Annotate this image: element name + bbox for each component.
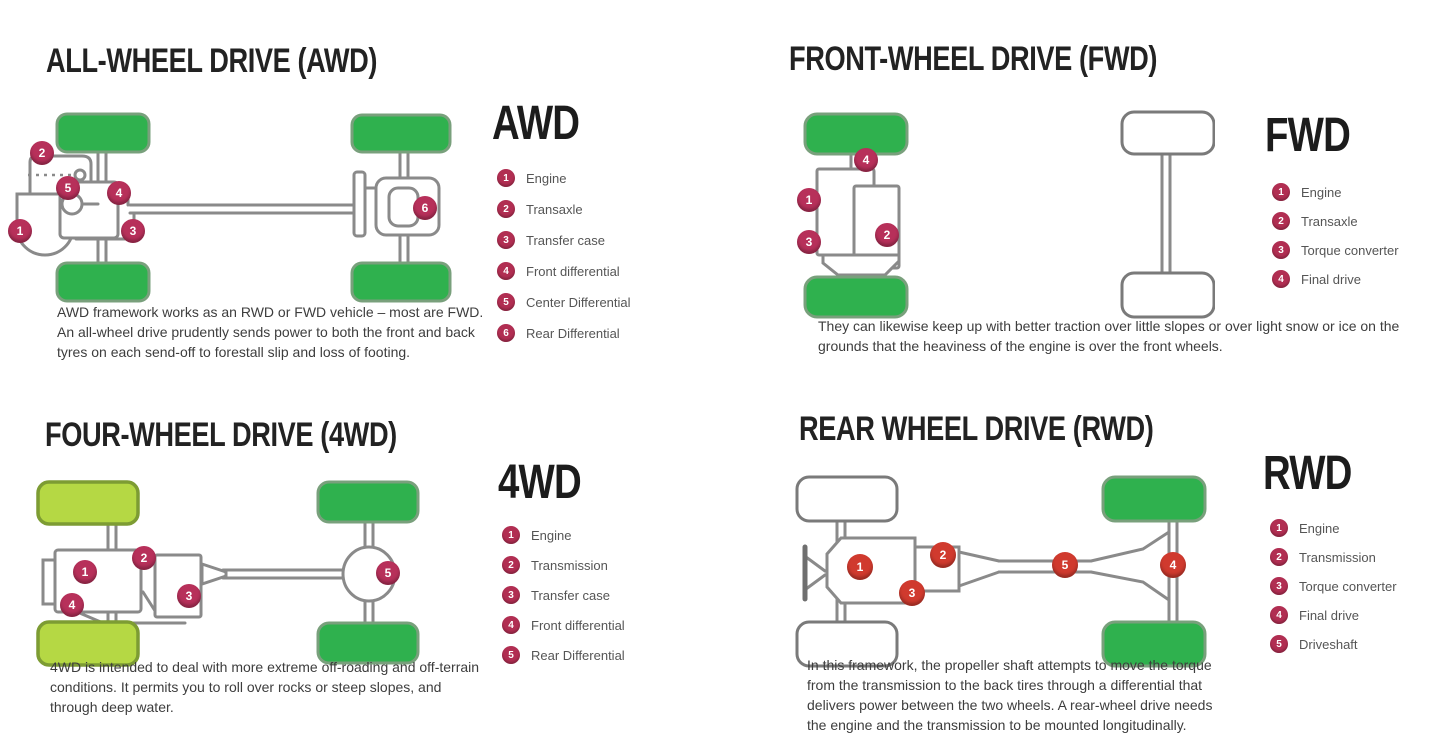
4wd-legend-text-3: Transfer case [531,587,610,603]
rwd-legend-badge-2: 2 [1270,548,1288,566]
fwd-diagram [795,107,1215,323]
fwd-legend-badge-3: 3 [1272,241,1290,259]
rwd-marker-engine: 1 [847,554,873,580]
4wd-legend-badge-5: 5 [502,646,520,664]
4wd-marker-front-differential: 4 [60,593,84,617]
fwd-description: They can likewise keep up with better traction over little slopes or over light snow or ice on the grounds that the heaviness of the engine is over the front wheels. [818,318,1400,355]
rwd-legend-text-4: Final drive [1299,607,1359,623]
awd-legend-item-transaxle [497,200,631,218]
4wd-legend-text-4: Front differential [531,617,625,633]
rwd-legend-item-driveshaft [1270,635,1397,653]
awd-title: ALL-WHEEL DRIVE (AWD) [46,42,378,80]
rwd-description: In this framework, the propeller shaft attempts to move the torque from the transmission to the back tires through a differential that delivers power between the two wheels. A rear-wheel drive needs the engine and the transmission to be mounted longitudinally. [807,657,1213,734]
4wd-marker-transfer-case: 3 [177,584,201,608]
4wd-legend-badge-4: 4 [502,616,520,634]
fwd-legend-text-1: Engine [1301,184,1342,200]
4wd-legend-item-rear-differential [502,646,625,664]
4wd-legend-badge-2: 2 [502,556,520,574]
fwd-legend-text-2: Transaxle [1301,213,1358,229]
awd-legend [497,169,631,355]
awd-legend-item-engine [497,169,631,187]
fwd-legend-item-final-drive [1272,270,1399,288]
rwd-marker-driveshaft: 5 [1052,552,1078,578]
fwd-wheel-front-right [805,277,907,317]
awd-legend-item-rear-differential [497,324,631,342]
awd-legend-text-4: Front differential [526,263,620,279]
rwd-legend-badge-4: 4 [1270,606,1288,624]
4wd-legend-item-transmission [502,556,625,574]
fwd-legend-text-3: Torque converter [1301,242,1399,258]
awd-legend-badge-3: 3 [497,231,515,249]
awd-legend-badge-5: 5 [497,293,515,311]
fwd-legend-text-4: Final drive [1301,271,1361,287]
fwd-title: FRONT-WHEEL DRIVE (FWD) [789,40,1158,78]
4wd-title: FOUR-WHEEL DRIVE (4WD) [45,416,397,454]
4wd-legend-badge-3: 3 [502,586,520,604]
awd-legend-badge-4: 4 [497,262,515,280]
fwd-wheel-front-left [805,114,907,154]
awd-legend-label: AWD [492,97,580,150]
rwd-legend-item-engine [1270,519,1397,537]
4wd-legend-item-transfer-case [502,586,625,604]
rwd-marker-torque-converter: 3 [899,580,925,606]
awd-legend-text-6: Rear Differential [526,325,620,341]
rwd-diagram [785,453,1225,668]
awd-description: AWD framework works as an RWD or FWD vehicle – most are FWD. An all-wheel drive prudently sends power to both the front and back tyres on each send-off to forestall slip and loss of footing. [57,304,484,361]
4wd-legend-text-5: Rear Differential [531,647,625,663]
rwd-legend-text-3: Torque converter [1299,578,1397,594]
awd-legend-badge-1: 1 [497,169,515,187]
4wd-wheel-front-left [38,482,138,524]
4wd-legend-label: 4WD [498,456,581,509]
fwd-legend-badge-2: 2 [1272,212,1290,230]
rwd-marker-final-drive: 4 [1160,552,1186,578]
4wd-marker-rear-differential: 5 [376,561,400,585]
awd-marker-transfer-case: 3 [121,219,145,243]
fwd-marker-final-drive: 4 [854,148,878,172]
awd-legend-text-1: Engine [526,170,567,186]
rwd-wheel-front-left [797,477,897,521]
fwd-legend-item-engine [1272,183,1399,201]
awd-marker-center-differential: 5 [56,176,80,200]
rwd-legend-badge-1: 1 [1270,519,1288,537]
4wd-description: 4WD is intended to deal with more extreme off-roading and off-terrain conditions. It permits you to roll over rocks or steep slopes, and through deep water. [50,659,480,716]
4wd-diagram [25,462,485,667]
fwd-marker-transaxle: 2 [875,223,899,247]
fwd-marker-engine: 1 [797,188,821,212]
rwd-legend-text-1: Engine [1299,520,1340,536]
4wd-legend-item-engine [502,526,625,544]
fwd-legend-badge-1: 1 [1272,183,1290,201]
4wd-shaft-coupler [202,564,226,584]
4wd-legend-item-front-differential [502,616,625,634]
fwd-legend-item-transaxle [1272,212,1399,230]
awd-legend-text-2: Transaxle [526,201,583,217]
awd-marker-transaxle: 2 [30,141,54,165]
awd-wheel-rear-right [352,263,450,301]
awd-legend-item-center-differential [497,293,631,311]
fwd-chassis-drawing [795,107,1215,323]
4wd-wheel-rear-left [318,482,418,522]
rwd-legend-badge-5: 5 [1270,635,1288,653]
awd-diagram [0,98,490,310]
awd-joint-small [75,170,85,180]
awd-marker-rear-differential: 6 [413,196,437,220]
4wd-legend-badge-1: 1 [502,526,520,544]
fwd-lower-housing [823,255,899,275]
4wd-legend-text-1: Engine [531,527,572,543]
awd-legend-item-front-differential [497,262,631,280]
awd-wheel-front-right [57,263,149,301]
awd-wheel-rear-left [352,115,450,152]
fwd-wheel-rear-left [1122,112,1214,154]
rwd-marker-transmission: 2 [930,542,956,568]
4wd-marker-transmission: 2 [132,546,156,570]
awd-marker-engine: 1 [8,219,32,243]
rwd-legend-item-torque-converter [1270,577,1397,595]
awd-legend-text-3: Transfer case [526,232,605,248]
4wd-legend [502,526,625,676]
fwd-legend-item-torque-converter [1272,241,1399,259]
rwd-title: REAR WHEEL DRIVE (RWD) [799,410,1154,448]
fwd-legend-badge-4: 4 [1272,270,1290,288]
fwd-marker-torque-converter: 3 [797,230,821,254]
rwd-legend-text-5: Driveshaft [1299,636,1358,652]
rwd-wheel-rear-left [1103,477,1205,521]
awd-rear-bar [354,172,365,236]
awd-legend-item-transfer-case [497,231,631,249]
rwd-legend-label: RWD [1263,447,1352,500]
awd-wheel-front-left [57,114,149,152]
awd-legend-badge-6: 6 [497,324,515,342]
awd-legend-text-5: Center Differential [526,294,631,310]
4wd-legend-text-2: Transmission [531,557,608,573]
rwd-legend [1270,519,1397,664]
rwd-legend-item-final-drive [1270,606,1397,624]
fwd-legend [1272,183,1399,299]
rwd-legend-text-2: Transmission [1299,549,1376,565]
awd-marker-front-differential: 4 [107,181,131,205]
rwd-legend-item-transmission [1270,548,1397,566]
4wd-marker-engine: 1 [73,560,97,584]
rwd-legend-badge-3: 3 [1270,577,1288,595]
fwd-legend-label: FWD [1265,109,1351,162]
fwd-wheel-rear-right [1122,273,1214,317]
awd-legend-badge-2: 2 [497,200,515,218]
